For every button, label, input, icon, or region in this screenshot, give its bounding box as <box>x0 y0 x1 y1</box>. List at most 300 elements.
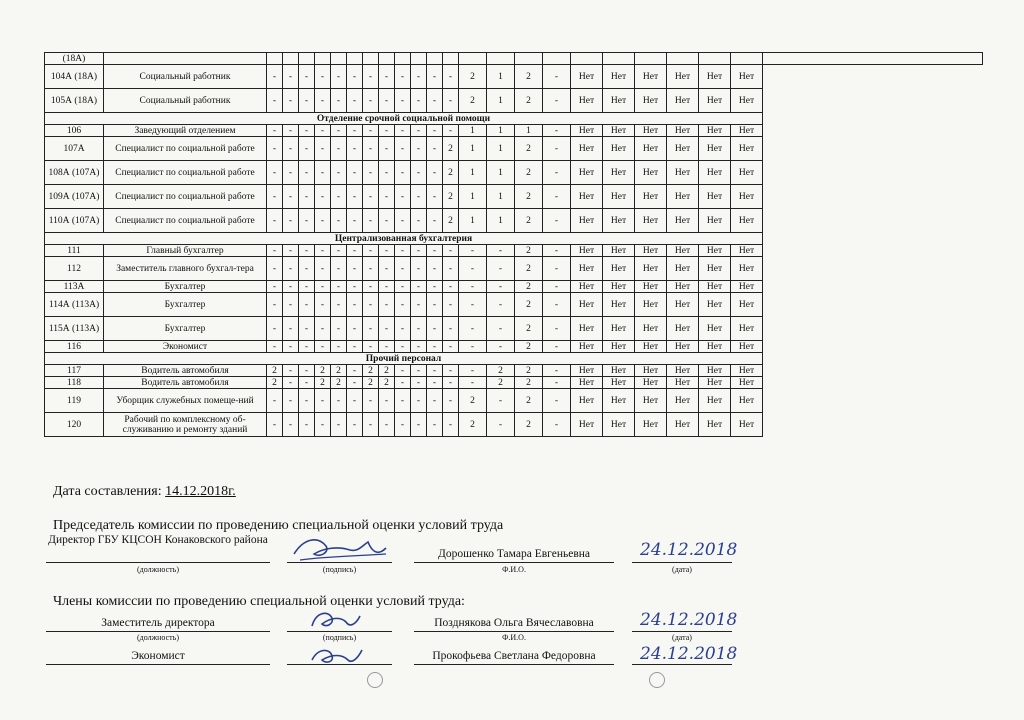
table-cell: - <box>363 89 379 113</box>
table-cell: - <box>283 89 299 113</box>
table-cell: - <box>395 341 411 353</box>
row-number: 117 <box>45 365 104 377</box>
row-position: Бухгалтер <box>104 293 267 317</box>
table-cell: - <box>315 389 331 413</box>
binding-hole-left <box>367 672 383 688</box>
table-cell: 2 <box>487 377 515 389</box>
table-cell: - <box>315 89 331 113</box>
table-cell: Нет <box>571 209 603 233</box>
table-cell: Нет <box>603 413 635 437</box>
row-number: 104А (18А) <box>45 65 104 89</box>
table-cell: - <box>379 185 395 209</box>
table-cell: Нет <box>635 413 667 437</box>
row-number: (18А) <box>45 53 104 65</box>
table-cell: - <box>267 293 283 317</box>
table-cell: Нет <box>635 377 667 389</box>
member2-position-line <box>46 664 270 665</box>
table-cell: Нет <box>635 245 667 257</box>
table-cell: 1 <box>487 185 515 209</box>
table-cell: Нет <box>635 365 667 377</box>
table-cell <box>267 53 283 65</box>
row-position: Специалист по социальной работе <box>104 185 267 209</box>
table-cell: - <box>543 293 571 317</box>
table-cell: - <box>379 293 395 317</box>
table-cell: - <box>411 317 427 341</box>
table-cell: - <box>315 317 331 341</box>
row-position: Бухгалтер <box>104 281 267 293</box>
table-cell: Нет <box>635 389 667 413</box>
table-cell: - <box>347 125 363 137</box>
table-row <box>45 245 983 257</box>
table-cell <box>487 53 515 65</box>
table-cell: - <box>395 317 411 341</box>
table-cell: - <box>299 125 315 137</box>
table-cell <box>699 53 731 65</box>
table-cell: Нет <box>699 89 731 113</box>
row-position: Рабочий по комплексному об-служиванию и ремонту зданий <box>104 413 267 437</box>
table-cell: - <box>379 89 395 113</box>
table-cell: 2 <box>331 377 347 389</box>
table-cell: - <box>315 281 331 293</box>
table-cell: - <box>283 65 299 89</box>
table-cell: Нет <box>571 365 603 377</box>
table-cell: - <box>331 137 347 161</box>
table-cell: 1 <box>487 89 515 113</box>
member1-signature-caption: (подпись) <box>322 633 357 642</box>
table-cell: - <box>427 245 443 257</box>
table-cell <box>379 53 395 65</box>
table-cell: - <box>267 185 283 209</box>
table-cell: - <box>395 413 411 437</box>
table-cell: - <box>315 413 331 437</box>
table-cell: Нет <box>603 389 635 413</box>
table-cell: - <box>443 413 459 437</box>
table-cell: 2 <box>331 365 347 377</box>
table-cell: - <box>487 257 515 281</box>
table-cell: Нет <box>571 389 603 413</box>
table-cell: - <box>331 257 347 281</box>
table-cell: - <box>411 245 427 257</box>
member1-position-caption: (должность) <box>137 633 179 642</box>
table-cell: Нет <box>635 161 667 185</box>
row-number: 120 <box>45 413 104 437</box>
table-cell: 2 <box>515 89 543 113</box>
table-cell: Нет <box>603 377 635 389</box>
table-cell: - <box>283 281 299 293</box>
table-cell: - <box>267 245 283 257</box>
table-cell: - <box>363 317 379 341</box>
table-cell <box>731 53 763 65</box>
table-row <box>45 389 983 413</box>
table-cell: 1 <box>487 65 515 89</box>
table-cell: 2 <box>267 365 283 377</box>
table-cell: Нет <box>635 341 667 353</box>
table-cell: - <box>363 65 379 89</box>
table-cell: Нет <box>667 161 699 185</box>
table-cell: - <box>299 209 315 233</box>
table-cell: - <box>299 389 315 413</box>
table-cell: Нет <box>699 389 731 413</box>
table-cell: Нет <box>667 365 699 377</box>
table-cell: - <box>267 257 283 281</box>
table-cell: - <box>267 161 283 185</box>
table-cell: - <box>395 137 411 161</box>
table-cell <box>635 53 667 65</box>
table-cell: Нет <box>571 377 603 389</box>
table-cell: - <box>283 209 299 233</box>
member2-position: Экономист <box>131 650 185 662</box>
table-cell: - <box>379 281 395 293</box>
table-cell: - <box>443 317 459 341</box>
table-cell: Нет <box>603 293 635 317</box>
table-cell: 1 <box>459 185 487 209</box>
table-cell: 1 <box>487 137 515 161</box>
table-cell: 1 <box>459 209 487 233</box>
table-cell <box>603 53 635 65</box>
table-cell: - <box>411 377 427 389</box>
table-cell: 1 <box>487 125 515 137</box>
table-cell <box>763 53 983 65</box>
row-number: 114А (113А) <box>45 293 104 317</box>
table-cell: - <box>543 389 571 413</box>
table-cell: Нет <box>603 365 635 377</box>
table-cell: 2 <box>515 281 543 293</box>
table-cell <box>667 53 699 65</box>
table-cell: - <box>347 89 363 113</box>
assessment-table <box>44 52 983 437</box>
table-cell: - <box>331 293 347 317</box>
table-cell: - <box>487 281 515 293</box>
table-cell: Нет <box>603 317 635 341</box>
table-cell: 2 <box>379 365 395 377</box>
table-cell: Нет <box>731 245 763 257</box>
table-cell: - <box>411 161 427 185</box>
table-cell: Нет <box>603 209 635 233</box>
table-cell: Нет <box>731 125 763 137</box>
table-cell: - <box>299 365 315 377</box>
table-cell: - <box>459 377 487 389</box>
table-cell: - <box>487 389 515 413</box>
table-cell: - <box>379 125 395 137</box>
member1-date-line <box>632 631 732 632</box>
table-cell: - <box>427 161 443 185</box>
member2-name: Прокофьева Светлана Федоровна <box>432 650 596 662</box>
table-cell: - <box>411 389 427 413</box>
table-cell: - <box>283 413 299 437</box>
table-cell: - <box>267 65 283 89</box>
table-cell: - <box>315 161 331 185</box>
table-cell: - <box>427 377 443 389</box>
table-cell: Нет <box>699 161 731 185</box>
table-cell: - <box>443 389 459 413</box>
row-number: 119 <box>45 389 104 413</box>
table-cell <box>363 53 379 65</box>
table-cell: - <box>443 293 459 317</box>
table-cell: - <box>543 65 571 89</box>
table-cell: - <box>347 65 363 89</box>
table-cell: - <box>283 161 299 185</box>
table-cell: Нет <box>731 281 763 293</box>
table-cell: Нет <box>731 293 763 317</box>
member2-signature <box>306 642 366 672</box>
member2-date: 24.12.2018 <box>640 644 738 664</box>
table-cell: - <box>315 209 331 233</box>
table-cell: - <box>363 185 379 209</box>
table-cell: - <box>379 137 395 161</box>
table-row <box>45 377 983 389</box>
table-row <box>45 365 983 377</box>
table-cell: Нет <box>699 137 731 161</box>
table-cell: Нет <box>603 245 635 257</box>
row-number: 109А (107А) <box>45 185 104 209</box>
table-cell: Нет <box>731 257 763 281</box>
table-cell: Нет <box>571 125 603 137</box>
table-cell: - <box>331 245 347 257</box>
chair-date: 24.12.2018 <box>640 540 738 560</box>
table-cell: Нет <box>699 257 731 281</box>
date-line <box>53 484 236 500</box>
table-cell <box>411 53 427 65</box>
table-cell: Нет <box>571 65 603 89</box>
table-cell: 2 <box>515 209 543 233</box>
table-cell: - <box>379 161 395 185</box>
row-number: 107А <box>45 137 104 161</box>
table-cell: Нет <box>667 293 699 317</box>
table-cell: - <box>543 377 571 389</box>
table-cell: - <box>443 65 459 89</box>
row-number: 106 <box>45 125 104 137</box>
table-cell: - <box>543 365 571 377</box>
row-position: Специалист по социальной работе <box>104 137 267 161</box>
section-row <box>45 113 983 125</box>
table-row <box>45 53 983 65</box>
table-cell: Нет <box>571 161 603 185</box>
member2-signature-line <box>287 664 392 665</box>
table-cell: - <box>331 281 347 293</box>
table-cell: - <box>267 137 283 161</box>
row-position: Водитель автомобиля <box>104 365 267 377</box>
table-cell: Нет <box>699 245 731 257</box>
table-cell: Нет <box>603 341 635 353</box>
table-cell: - <box>299 257 315 281</box>
row-number: 111 <box>45 245 104 257</box>
section-title: Отделение срочной социальной помощи <box>45 113 763 125</box>
row-number: 113А <box>45 281 104 293</box>
table-cell: - <box>379 413 395 437</box>
table-cell: - <box>315 185 331 209</box>
table-cell: Нет <box>731 89 763 113</box>
row-position: Специалист по социальной работе <box>104 161 267 185</box>
table-cell: - <box>379 65 395 89</box>
table-cell <box>331 53 347 65</box>
table-cell: - <box>363 125 379 137</box>
chair-fio-caption: Ф.И.О. <box>502 565 526 574</box>
chair-signature-caption: (подпись) <box>322 565 357 574</box>
table-cell: 2 <box>459 89 487 113</box>
table-cell: - <box>299 377 315 389</box>
table-cell: Нет <box>571 413 603 437</box>
table-cell: 2 <box>515 365 543 377</box>
table-cell: 2 <box>515 257 543 281</box>
table-cell: - <box>379 209 395 233</box>
chair-name: Дорошенко Тамара Евгеньевна <box>437 548 591 560</box>
table-cell: 2 <box>515 341 543 353</box>
table-cell: - <box>283 185 299 209</box>
row-number: 110А (107А) <box>45 209 104 233</box>
table-cell: Нет <box>731 377 763 389</box>
table-cell: - <box>299 413 315 437</box>
table-cell: - <box>543 125 571 137</box>
section-title: Прочий персонал <box>45 353 763 365</box>
table-cell: - <box>267 389 283 413</box>
table-cell: Нет <box>699 341 731 353</box>
table-cell: - <box>443 341 459 353</box>
table-cell: - <box>283 293 299 317</box>
table-cell: - <box>411 257 427 281</box>
table-cell: - <box>411 341 427 353</box>
table-cell: - <box>315 245 331 257</box>
table-cell: - <box>299 341 315 353</box>
table-cell: - <box>283 365 299 377</box>
table-cell: - <box>347 293 363 317</box>
chair-signature <box>290 532 390 566</box>
table-row <box>45 161 983 185</box>
table-cell: Нет <box>667 389 699 413</box>
row-number: 108А (107А) <box>45 161 104 185</box>
table-cell: 2 <box>515 413 543 437</box>
row-position: Социальный работник <box>104 65 267 89</box>
table-cell <box>299 53 315 65</box>
table-cell: - <box>459 341 487 353</box>
table-cell: - <box>543 341 571 353</box>
table-cell: - <box>427 185 443 209</box>
table-row <box>45 209 983 233</box>
table-cell: Нет <box>699 293 731 317</box>
table-cell: - <box>395 161 411 185</box>
table-cell: - <box>427 389 443 413</box>
table-cell: - <box>331 125 347 137</box>
table-cell: - <box>487 317 515 341</box>
table-cell: Нет <box>731 389 763 413</box>
table-cell: Нет <box>731 209 763 233</box>
table-row <box>45 341 983 353</box>
table-cell: - <box>379 341 395 353</box>
row-position <box>104 53 267 65</box>
table-cell: Нет <box>603 161 635 185</box>
table-cell: - <box>299 65 315 89</box>
table-cell: - <box>363 137 379 161</box>
table-cell: Нет <box>635 125 667 137</box>
table-cell: - <box>331 65 347 89</box>
table-cell: - <box>459 245 487 257</box>
table-cell: Нет <box>667 245 699 257</box>
table-cell: - <box>543 185 571 209</box>
table-cell: - <box>395 377 411 389</box>
table-cell: Нет <box>571 137 603 161</box>
table-cell <box>459 53 487 65</box>
row-position: Заведующий отделением <box>104 125 267 137</box>
table-cell: - <box>283 125 299 137</box>
section-title: Централизованная бухгалтерия <box>45 233 763 245</box>
table-cell: 2 <box>379 377 395 389</box>
table-cell: 2 <box>315 365 331 377</box>
table-cell: - <box>427 125 443 137</box>
table-cell: - <box>347 281 363 293</box>
table-cell: 2 <box>487 365 515 377</box>
table-cell <box>543 53 571 65</box>
table-cell: Нет <box>571 281 603 293</box>
binding-hole-right <box>649 672 665 688</box>
table-cell: Нет <box>635 281 667 293</box>
table-cell: Нет <box>667 209 699 233</box>
table-cell: - <box>459 365 487 377</box>
table-cell: Нет <box>571 257 603 281</box>
table-cell: Нет <box>731 341 763 353</box>
table-cell: Нет <box>603 65 635 89</box>
table-cell: Нет <box>699 125 731 137</box>
table-cell: - <box>487 245 515 257</box>
table-cell: Нет <box>667 281 699 293</box>
table-cell: - <box>487 293 515 317</box>
table-row <box>45 413 983 437</box>
table-cell: - <box>363 257 379 281</box>
table-cell <box>395 53 411 65</box>
table-cell: Нет <box>667 317 699 341</box>
table-cell: Нет <box>731 137 763 161</box>
table-cell <box>427 53 443 65</box>
table-row <box>45 317 983 341</box>
table-cell: 2 <box>515 377 543 389</box>
table-cell: 2 <box>459 65 487 89</box>
table-cell: - <box>395 281 411 293</box>
table-cell: - <box>283 389 299 413</box>
row-number: 105А (18А) <box>45 89 104 113</box>
table-cell: - <box>411 185 427 209</box>
table-cell: - <box>267 89 283 113</box>
table-cell: Нет <box>603 185 635 209</box>
table-cell: - <box>427 257 443 281</box>
member1-name: Позднякова Ольга Вячеславовна <box>434 617 594 629</box>
table-row <box>45 185 983 209</box>
table-cell: - <box>427 137 443 161</box>
table-cell: - <box>363 341 379 353</box>
table-cell: 2 <box>515 293 543 317</box>
table-cell: - <box>347 317 363 341</box>
table-cell: Нет <box>571 341 603 353</box>
table-cell: - <box>443 257 459 281</box>
table-cell: - <box>283 341 299 353</box>
row-position: Экономист <box>104 341 267 353</box>
table-cell: Нет <box>667 65 699 89</box>
table-cell: - <box>315 257 331 281</box>
table-cell: - <box>331 185 347 209</box>
table-cell: - <box>267 341 283 353</box>
table-cell: Нет <box>603 281 635 293</box>
table-cell: Нет <box>667 125 699 137</box>
table-cell <box>283 53 299 65</box>
table-cell: Нет <box>667 257 699 281</box>
table-cell: 2 <box>363 377 379 389</box>
table-cell: 1 <box>487 209 515 233</box>
table-cell: - <box>427 65 443 89</box>
table-cell: - <box>395 65 411 89</box>
table-cell: - <box>267 125 283 137</box>
table-cell: Нет <box>731 185 763 209</box>
table-cell: - <box>299 317 315 341</box>
table-cell: - <box>427 281 443 293</box>
table-cell: Нет <box>699 413 731 437</box>
table-cell: - <box>395 185 411 209</box>
